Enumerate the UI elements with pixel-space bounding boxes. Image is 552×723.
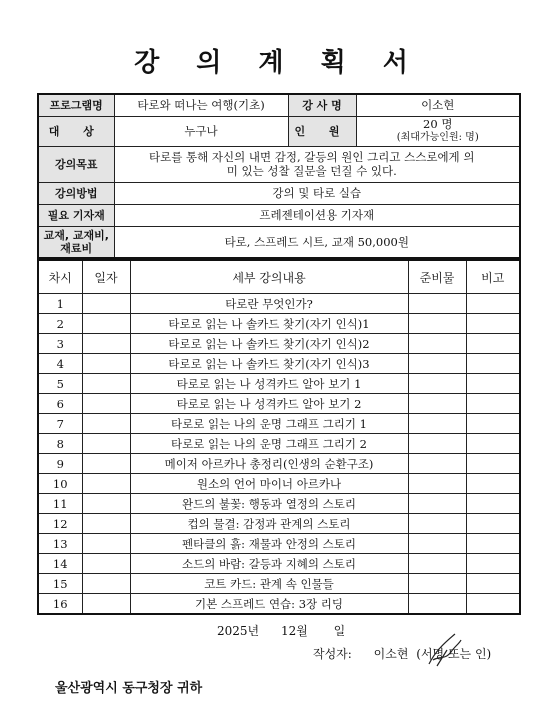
count-value: 20 명	[423, 117, 453, 131]
session-content: 타로로 읽는 나 성격카드 알아 보기 1	[130, 374, 408, 394]
equipment-label: 필요 기자재	[38, 204, 114, 226]
equipment-value: 프레젠테이션용 기자재	[114, 204, 520, 226]
session-date	[82, 594, 130, 615]
schedule-row	[38, 534, 520, 554]
method-value: 강의 및 타로 실습	[114, 182, 520, 204]
session-date	[82, 334, 130, 354]
session-content: 소드의 바람: 갈등과 지혜의 스토리	[130, 554, 408, 574]
session-supplies	[408, 594, 466, 615]
document-date	[217, 622, 349, 639]
session-supplies	[408, 374, 466, 394]
session-remarks	[466, 474, 520, 494]
session-supplies	[408, 514, 466, 534]
session-date	[82, 534, 130, 554]
date-day: 일	[333, 624, 346, 638]
header-content: 세부 강의내용	[130, 260, 408, 294]
schedule-row	[38, 294, 520, 314]
session-content: 코트 카드: 관계 속 인물들	[130, 574, 408, 594]
info-table	[37, 93, 521, 259]
target-label: 대 상	[38, 116, 114, 146]
schedule-row	[38, 454, 520, 474]
session-remarks	[466, 394, 520, 414]
session-date	[82, 354, 130, 374]
session-date	[82, 474, 130, 494]
session-date	[82, 514, 130, 534]
date-year: 2025년	[217, 624, 260, 638]
session-number: 2	[38, 314, 82, 334]
session-number: 1	[38, 294, 82, 314]
session-date	[82, 294, 130, 314]
header-remarks: 비고	[466, 260, 520, 294]
session-number: 15	[38, 574, 82, 594]
header-supplies: 준비물	[408, 260, 466, 294]
session-remarks	[466, 294, 520, 314]
document-title: 강 의 계 획 서	[134, 48, 422, 78]
count-note: (최대가능인원: 명)	[396, 132, 479, 143]
header-session: 차시	[38, 260, 82, 294]
schedule-row	[38, 334, 520, 354]
session-remarks	[466, 454, 520, 474]
session-date	[82, 374, 130, 394]
session-supplies	[408, 434, 466, 454]
session-number: 4	[38, 354, 82, 374]
schedule-row	[38, 394, 520, 414]
session-content: 타로로 읽는 나의 운명 그래프 그리기 1	[130, 414, 408, 434]
schedule-row	[38, 474, 520, 494]
session-remarks	[466, 594, 520, 615]
date-month: 12월	[280, 624, 308, 638]
session-content: 메이저 아르카나 총정리(인생의 순환구조)	[130, 454, 408, 474]
session-remarks	[466, 574, 520, 594]
session-date	[82, 314, 130, 334]
session-content: 타로로 읽는 나의 운명 그래프 그리기 2	[130, 434, 408, 454]
session-supplies	[408, 574, 466, 594]
session-content: 컵의 물결: 감정과 관계의 스토리	[130, 514, 408, 534]
schedule-row	[38, 314, 520, 334]
session-content: 타로로 읽는 나 솔카드 찾기(자기 인식)2	[130, 334, 408, 354]
session-number: 10	[38, 474, 82, 494]
session-remarks	[466, 534, 520, 554]
session-supplies	[408, 534, 466, 554]
session-date	[82, 414, 130, 434]
schedule-row	[38, 554, 520, 574]
session-number: 3	[38, 334, 82, 354]
goal-label: 강의목표	[38, 146, 114, 182]
session-content: 타로로 읽는 나 솔카드 찾기(자기 인식)1	[130, 314, 408, 334]
session-number: 5	[38, 374, 82, 394]
schedule-row	[38, 354, 520, 374]
session-content: 펜타클의 흙: 재물과 안정의 스토리	[130, 534, 408, 554]
session-number: 11	[38, 494, 82, 514]
session-supplies	[408, 554, 466, 574]
session-content: 타로란 무엇인가?	[130, 294, 408, 314]
session-content: 기본 스프레드 연습: 3장 리딩	[130, 594, 408, 615]
goal-value: 타로를 통해 자신의 내면 감정, 갈등의 원인 그리고 스스로에게 의미 있는 성찰 질문을 던질 수 있다.	[114, 146, 520, 182]
author-name: 이소현	[373, 647, 409, 661]
count-label: 인 원	[288, 116, 356, 146]
session-supplies	[408, 494, 466, 514]
session-date	[82, 554, 130, 574]
schedule-row	[38, 494, 520, 514]
session-number: 14	[38, 554, 82, 574]
schedule-table	[37, 259, 521, 615]
author-seal: (서명 또는 인)	[416, 647, 492, 661]
session-remarks	[466, 514, 520, 534]
session-date	[82, 394, 130, 414]
session-number: 13	[38, 534, 82, 554]
session-supplies	[408, 394, 466, 414]
program-label: 프로그램명	[38, 94, 114, 116]
schedule-row	[38, 574, 520, 594]
session-supplies	[408, 334, 466, 354]
session-number: 8	[38, 434, 82, 454]
session-remarks	[466, 374, 520, 394]
session-supplies	[408, 294, 466, 314]
session-remarks	[466, 334, 520, 354]
session-number: 16	[38, 594, 82, 615]
session-content: 타로로 읽는 나 성격카드 알아 보기 2	[130, 394, 408, 414]
schedule-row	[38, 594, 520, 615]
lecture-plan-page	[37, 0, 519, 723]
schedule-row	[38, 374, 520, 394]
session-remarks	[466, 554, 520, 574]
session-remarks	[466, 494, 520, 514]
instructor-label: 강 사 명	[288, 94, 356, 116]
session-content: 원소의 언어 마이너 아르카나	[130, 474, 408, 494]
schedule-row	[38, 414, 520, 434]
session-supplies	[408, 454, 466, 474]
session-supplies	[408, 414, 466, 434]
schedule-row	[38, 434, 520, 454]
schedule-row	[38, 514, 520, 534]
method-label: 강의방법	[38, 182, 114, 204]
header-date: 일자	[82, 260, 130, 294]
session-remarks	[466, 414, 520, 434]
materials-label: 교재, 교재비, 재료비	[38, 226, 114, 258]
session-supplies	[408, 354, 466, 374]
session-content: 타로로 읽는 나 솔카드 찾기(자기 인식)3	[130, 354, 408, 374]
target-value: 누구나	[114, 116, 288, 146]
session-number: 6	[38, 394, 82, 414]
session-date	[82, 434, 130, 454]
session-supplies	[408, 474, 466, 494]
session-supplies	[408, 314, 466, 334]
session-remarks	[466, 354, 520, 374]
session-date	[82, 494, 130, 514]
session-remarks	[466, 434, 520, 454]
session-number: 9	[38, 454, 82, 474]
recipient-footer: 울산광역시 동구청장 귀하	[55, 681, 203, 696]
session-number: 12	[38, 514, 82, 534]
author-label: 작성자:	[313, 647, 352, 661]
signature-mark	[425, 630, 465, 670]
session-remarks	[466, 314, 520, 334]
session-date	[82, 454, 130, 474]
instructor-value: 이소현	[356, 94, 520, 116]
program-value: 타로와 떠나는 여행(기초)	[114, 94, 288, 116]
session-content: 완드의 불꽃: 행동과 열정의 스토리	[130, 494, 408, 514]
materials-value: 타로, 스프레드 시트, 교재 50,000원	[114, 226, 520, 258]
count-cell	[356, 116, 520, 146]
session-date	[82, 574, 130, 594]
session-number: 7	[38, 414, 82, 434]
